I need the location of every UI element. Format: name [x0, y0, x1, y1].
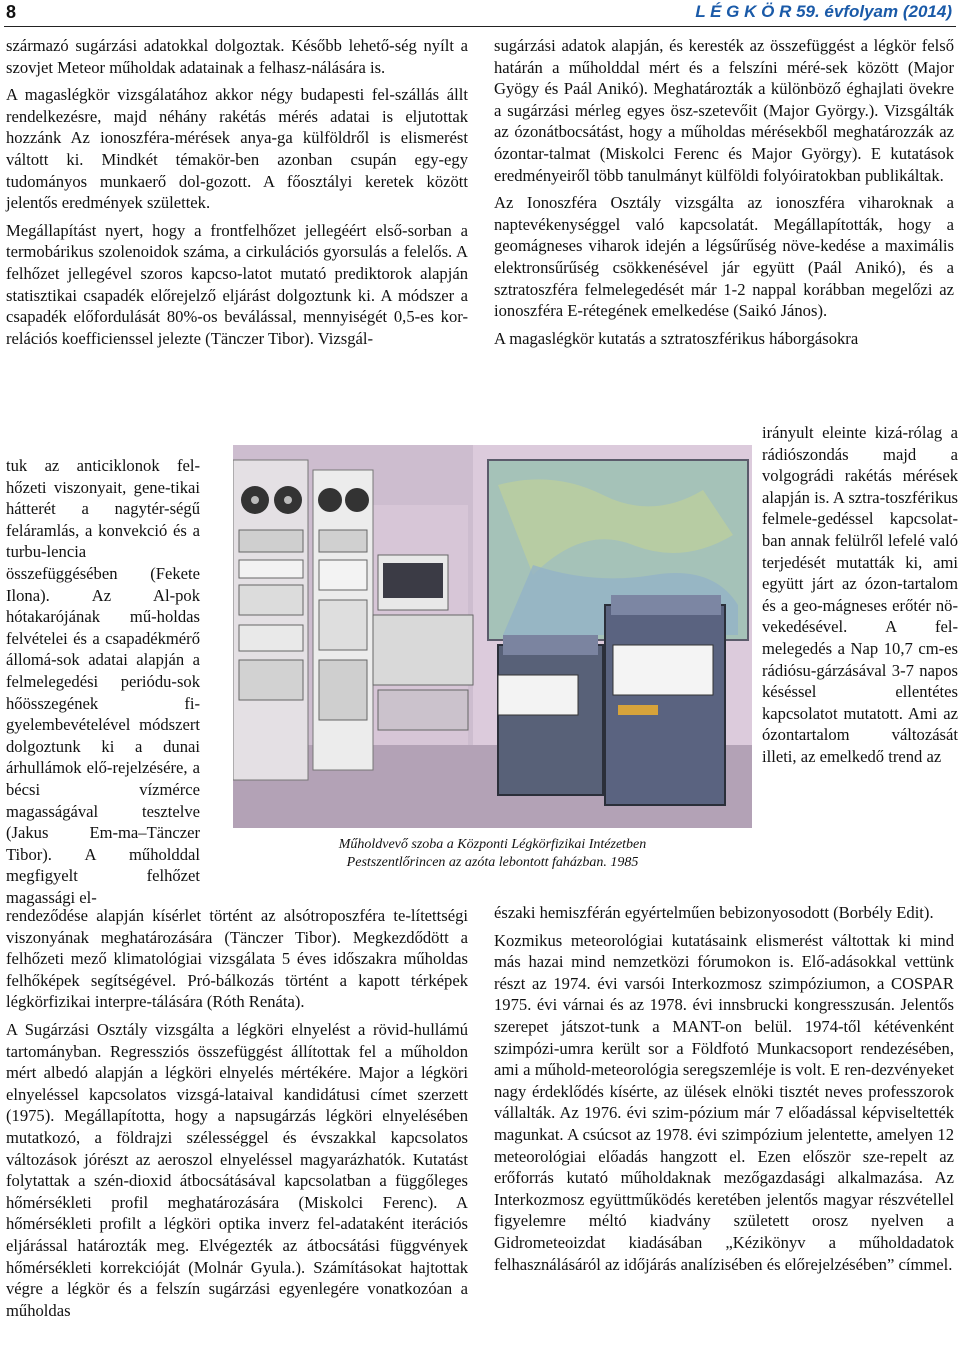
left-column-bottom	[6, 905, 468, 1327]
paragraph: Kozmikus meteorológiai kutatásaink elismerést váltottak ki mind más hazai mind nemzetközi fórumokon is. Elő-adásokkal vettünk részt az 1974. évi varsói Interkozmosz szimpóziumon, a COSPAR 1975. évi várnai és az 1978. évi innsbrucki kongresszusán. Jelentős szerepet játszot-tunk a MANT-on belül. 1974-től kétévenként szimpózi-umra került sor a Földfotó Munkacsoport rendezésében, ami a műhold-meteorológia seregszemléje is volt. E ren-dezvényeket nagy érdeklődés kísérte, az ülések elnöki tisztét neves professzorok vállalták. Az 1976. évi szim-pózium már 7 előadással képviseltették magunkat. A csúcsot az 1978. évi szimpózium jelentette, amelyen 12 meteorológiai előadás hangzott el. Ezen először sze-repelt az erőforrás kutató műholdaknak mezőgazdasági alkalmazása. Az Interkozmosz együttműködés keretében jelentős magyar részvétellel figyelemre méltó kiadvány született orosz nyelven a Gidrometeoizdat kiadásában „Kézikönyv a műholdadatok felhasználásáról az időjárás analízisében és előrejelzésében” címmel.	[494, 930, 954, 1274]
paragraph: sugárzási adatok alapján, és keresték az összefüggést a légkör felső határán a műholddal mért és a felszíni méré-sek között (Major Gyögy és Paál Anikó). Meghatározták a különböző éghajlati övekre a sugárzási mérleg egyes ösz-szetevőit (Major György.). Vizsgálták az ózonátbocsátást, hogy a műholdas mérésekből meghatározzák az ózontar-talmat (Miskolci Ferenc és Major György). E kutatások eredményeiről több tanulmányt külföldi folyóiratokban publikáltak.	[494, 36, 954, 185]
paragraph: tuk az anticiklonok fel-hőzeti viszonyait, gene-tikai hátterét a nagytér-ségű feláramlás, a konvekció és a turbu-lencia összefüggésében (Fekete Ilona). Az Al-pok hótakarójának mű-holdas felvételei és a csapadékmérő állomá-sok adatai alapján a felmelegedési periódu-sok hőösszegének fi-gyelembevételével módszert dolgoztunk ki a dunai árhullámok elő-rejelzésére, a bécsi vízmérce magasságával tesztelve (Jakus Em-ma–Tänczer Tibor). A műholddal megfigyelt felhőzet magassági el-	[6, 456, 200, 907]
right-column-bottom	[494, 902, 954, 1281]
paragraph: származó sugárzási adatokkal dolgoztak. Később lehető-ség nyílt a szovjet Meteor műholdak adatainak a felhasz-nálására is.	[6, 36, 468, 77]
right-column-top	[494, 35, 954, 355]
paragraph: A Sugárzási Osztály vizsgálta a légköri elnyelést a rövid-hullámú tartományban. Regressziós összefüggést állítottak fel a műholdon mért albedó alapján a légköri elnyelés mértékére. Major a légköri elnyeléssel kapcsolatos vizsgá-lataival kandidátusi címet szerzett (1975). Megállapította, hogy a napsugárzás légköri elnyelésében mutatkozó, a földrajzi szélességgel és évszakkal kapcsolatos változások jórészt az aeroszol elnyeléssel magyarázhatók. Kutatást folytattak a szén-dioxid átbocsátásával kapcsolatban a függőleges hőmérsékleti profil meghatározására (Miskolci Ferenc). A hőmérsékleti profilt a légköri optika inverz fel-adataként iterációs eljárással határozták meg. Elvégezték az átbocsátási függvények hőmérsékleti korrekcióját (Molnár Gyula.). Számításokat hajtottak végre a légkör és a felszín sugárzási egyenlegére vonatkozóan a műholdas	[6, 1019, 468, 1320]
paragraph: irányult eleinte kizá-rólag a rádiószondás majd a volgográdi rakétás mérések alapján is. A sztra-toszférikus felmele-gedéssel kapcsolat-ban annak felülről lefelé való terjedését mutatták ki, ami együtt járt az ózon-tartalom és a geo-mágneses erőtér nö-vekedésével. A fel-melegedés a Nap 10,7 cm-es rádiósu-gárzásával 3-7 napos késéssel ellentétes kapcsolatot mutatott. Ami az ózontartalom változását illeti, az emelkedő trend az	[762, 423, 958, 766]
photo-illustration	[233, 445, 752, 828]
paragraph: Az Ionoszféra Osztály vizsgálta az ionoszféra viharoknak a naptevékenységgel való kapcsolatát. Megállapították, hogy a geomágneses viharok idején a légsűrűség növe-kedése a maximális elektronsűrűség csökkenésével jár együtt (Paál Anikó), és a sztratoszféra felmelegedését már 1-2 nappal korábban megelőzi az ionoszféra E-rétegének emelkedése (Saikó János).	[494, 193, 954, 321]
caption-line: Műholdvevő szoba a Központi Légkörfizikai Intézetben	[338, 837, 647, 852]
paragraph: északi hemiszférán egyértelműen bebizonyosodott (Borbély Edit).	[494, 903, 934, 922]
journal-title: L É G K Ö R 59. évfolyam (2014)	[695, 2, 952, 21]
page-number: 8	[6, 2, 17, 22]
left-column-narrow	[6, 455, 200, 914]
paragraph: A magaslégkör kutatás a sztratoszférikus háborgásokra	[494, 328, 859, 348]
right-column-narrow	[762, 422, 958, 774]
photo-caption	[233, 836, 752, 872]
paragraph: Megállapítást nyert, hogy a frontfelhőzet jellegéért első-sorban a termobárikus szolenoidok száma, a cirkulációs gyorsulás a felelős. A felhőzet jellegével szoros kapcso-latot mutató prediktorok alapján statisztikai csapadék előrejelző eljárást dolgoztunk ki. A módszer a csapadék előfordulását 80%-os beválással, mennyiségét 0,5-es kor-relációs koefficienssel jelezte (Tänczer Tibor). Vizsgál-	[6, 220, 468, 348]
header-rule	[4, 26, 956, 27]
page-header	[0, 0, 960, 26]
left-column-top	[6, 35, 468, 355]
caption-line: Pestszentlőrincen az azóta lebontott faházban. 1985	[346, 855, 639, 870]
satellite-room-photo	[233, 445, 752, 828]
paragraph: rendeződése alapján kísérlet történt az alsótroposzféra te-lítettségi viszonyának meghatározására (Tänczer Tibor). Megkezdődött a felhőzeti mező klimatológiai vizsgálata 5 éves időszakra műholdas felhőképek segítségével. Pró-bálkozás történt a kapott térképek légkörfizikai interpre-tálására (Róth Renáta).	[6, 906, 468, 1012]
paragraph: A magaslégkör vizsgálatához akkor négy budapesti fel-szállás állt rendelkezésre, majd néhány rakétás mérés adatai is eljutottak hozzánk Az ionoszféra-mérések anya-ga külföldről is elismerést váltott ki. Mindkét témakör-ben azonban csupán egy-egy tudományos munkaerő dol-gozott. A főosztályi keretek között jelentős eredmények születtek.	[6, 85, 468, 213]
